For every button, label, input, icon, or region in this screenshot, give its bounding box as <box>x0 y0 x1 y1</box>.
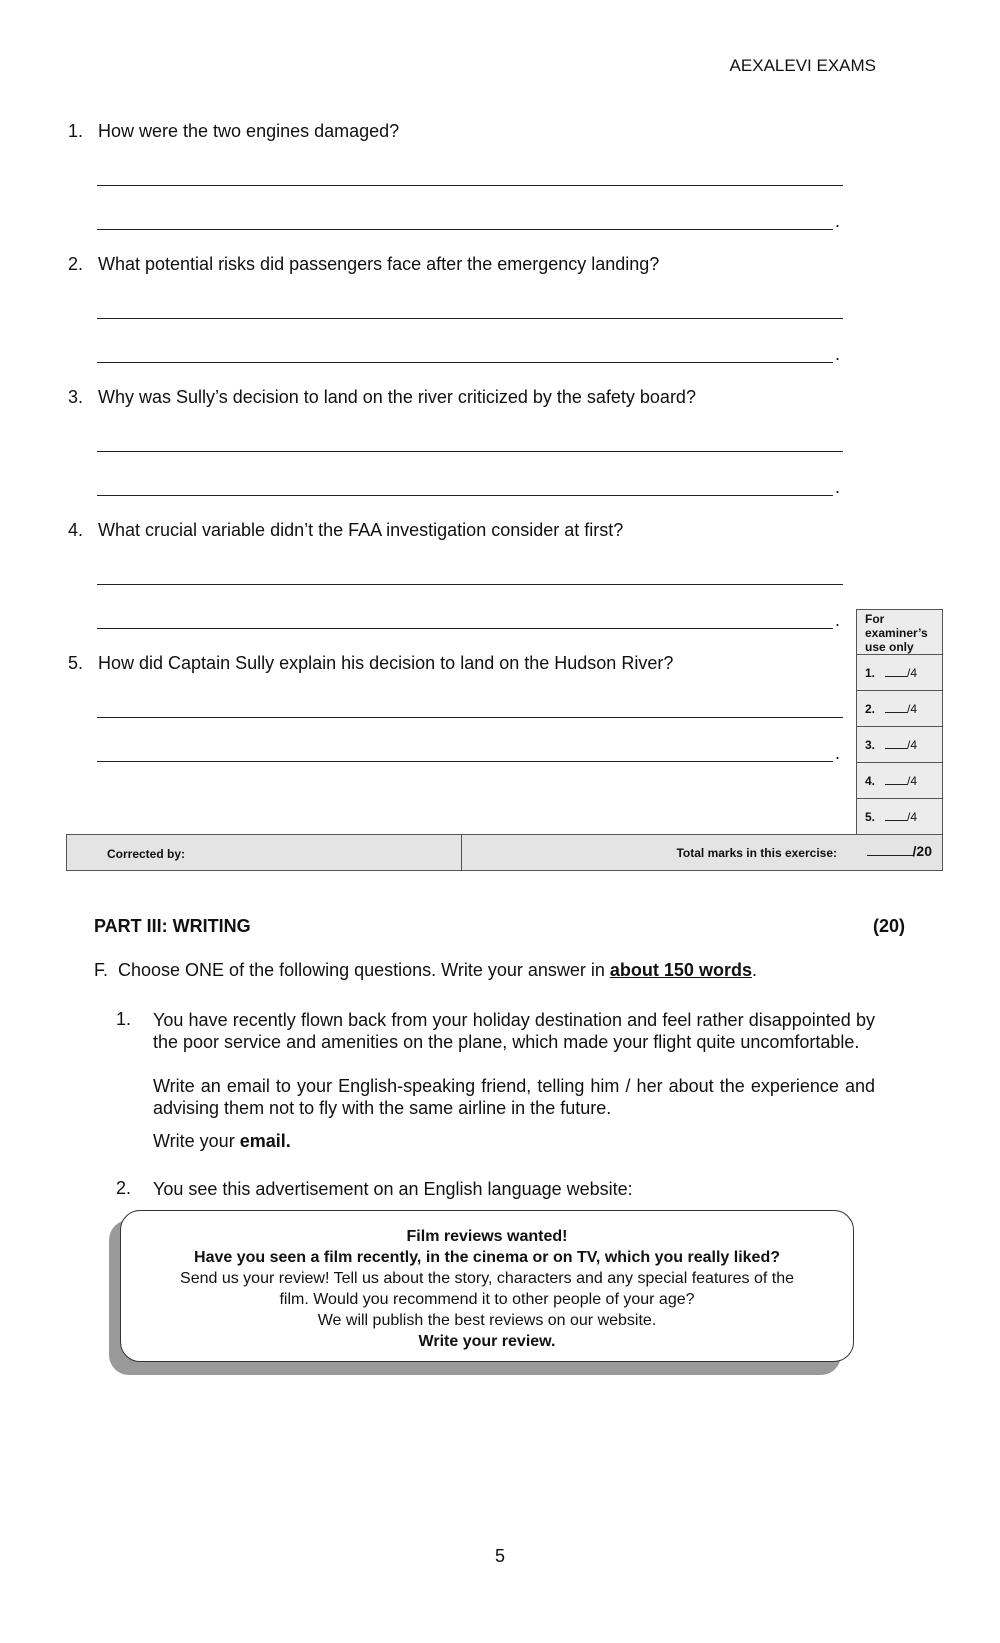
score-blank[interactable] <box>885 774 907 785</box>
total-max: /20 <box>912 843 932 859</box>
examiner-row <box>857 727 942 763</box>
task-1-prompt <box>153 1130 875 1152</box>
exam-header: AEXALEVI EXAMS <box>729 56 876 75</box>
question-number: 3. <box>68 387 84 407</box>
question-2 <box>68 254 659 275</box>
line-end: . <box>835 344 841 364</box>
corrected-by-label: Corrected by: <box>67 835 462 870</box>
total-marks-bar <box>66 834 943 871</box>
question-number: 5. <box>68 653 84 673</box>
row-max: /4 <box>907 666 918 680</box>
total-blank[interactable] <box>867 843 913 856</box>
row-number: 1. <box>865 666 876 680</box>
task-1-text: You have recently flown back from your holiday destination and feel rather disappointed by the poor service and amenities on the plane, which made your flight quite uncomfortable. <box>153 1010 875 1052</box>
part-title: PART III: WRITING <box>94 916 251 936</box>
question-number: 1. <box>68 121 84 141</box>
score-blank[interactable] <box>885 702 907 713</box>
advert-question: Have you seen a film recently, in the cinema or on TV, which you really liked? <box>194 1249 780 1266</box>
prompt-text: Write your <box>153 1131 240 1151</box>
answer-line[interactable] <box>97 318 843 319</box>
word-count-emphasis: about 150 words <box>609 960 752 980</box>
task-1-number: 1. <box>116 1009 132 1029</box>
question-4 <box>68 520 623 541</box>
score-blank[interactable] <box>885 810 907 821</box>
row-number: 5. <box>865 810 876 824</box>
advert-line: We will publish the best reviews on our website. <box>317 1312 657 1329</box>
advert-cta: Write your review. <box>418 1333 556 1350</box>
advert-line: film. Would you recommend it to other people of your age? <box>279 1291 695 1308</box>
examiner-row <box>857 655 942 691</box>
question-3 <box>68 387 696 408</box>
question-text: What potential risks did passengers face after the emergency landing? <box>98 254 660 274</box>
examiner-row <box>857 691 942 727</box>
examiner-row <box>857 799 942 835</box>
question-number: 2. <box>68 254 84 274</box>
row-max: /4 <box>907 774 918 788</box>
question-text: How were the two engines damaged? <box>98 121 400 141</box>
film-review-advert <box>120 1210 854 1362</box>
writing-instruction <box>94 960 757 981</box>
advert-line: Send us your review! Tell us about the story, characters and any special features of the <box>180 1270 794 1287</box>
row-number: 3. <box>865 738 876 752</box>
answer-line[interactable] <box>97 451 843 452</box>
examiner-row <box>857 763 942 799</box>
answer-line[interactable] <box>97 362 833 363</box>
row-max: /4 <box>907 702 918 716</box>
answer-line[interactable] <box>97 185 843 186</box>
examiner-box-heading: For examiner’s use only <box>857 610 942 655</box>
answer-line[interactable] <box>97 584 843 585</box>
instruction-text: F. Choose ONE of the following questions. Write your answer in <box>94 960 610 980</box>
answer-line[interactable] <box>97 495 833 496</box>
question-5 <box>68 653 673 674</box>
task-1-text-2: Write an email to your English-speaking friend, telling him / her about the experience and advising them not to fly with the same airline in the future. <box>153 1076 875 1118</box>
answer-line[interactable] <box>97 761 833 762</box>
answer-line[interactable] <box>97 229 833 230</box>
question-text: What crucial variable didn’t the FAA investigation consider at first? <box>98 520 624 540</box>
line-end: . <box>835 743 841 763</box>
total-marks-value <box>867 843 932 859</box>
row-number: 2. <box>865 702 876 716</box>
question-text: Why was Sully’s decision to land on the river criticized by the safety board? <box>98 387 696 407</box>
examiner-use-box <box>856 609 943 835</box>
answer-line[interactable] <box>97 628 833 629</box>
line-end: . <box>835 477 841 497</box>
part-marks: (20) <box>873 916 906 936</box>
question-number: 4. <box>68 520 84 540</box>
answer-line[interactable] <box>97 717 843 718</box>
task-2-text: You see this advertisement on an English language website: <box>153 1179 633 1199</box>
row-max: /4 <box>907 738 918 752</box>
advert-title: Film reviews wanted! <box>406 1228 568 1245</box>
question-1 <box>68 121 399 142</box>
task-2-number: 2. <box>116 1178 132 1198</box>
prompt-bold: email. <box>239 1131 291 1151</box>
row-max: /4 <box>907 810 918 824</box>
row-number: 4. <box>865 774 876 788</box>
line-end: . <box>835 610 841 630</box>
score-blank[interactable] <box>885 666 907 677</box>
instruction-end: . <box>751 960 757 980</box>
line-end: . <box>835 211 841 231</box>
total-marks-label: Total marks in this exercise: <box>676 846 837 860</box>
score-blank[interactable] <box>885 738 907 749</box>
question-text: How did Captain Sully explain his decision to land on the Hudson River? <box>98 653 674 673</box>
page-number: 5 <box>494 1546 505 1566</box>
